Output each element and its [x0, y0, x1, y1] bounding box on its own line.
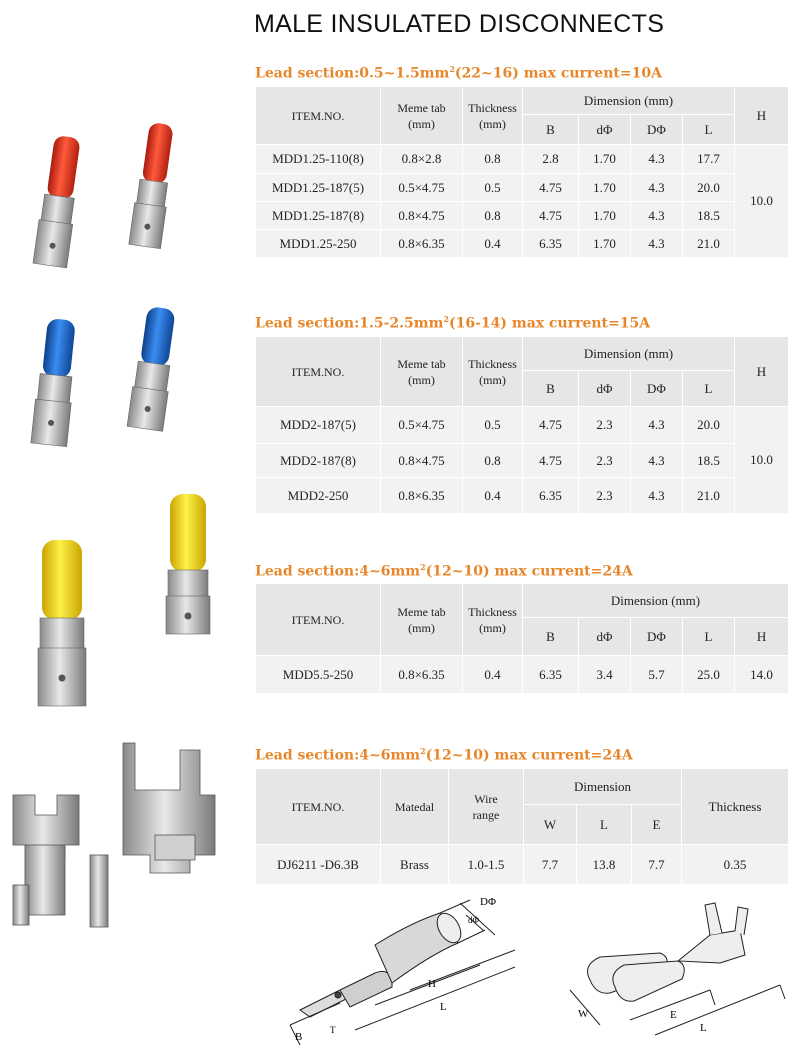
cell-d-outer: 5.7	[631, 656, 683, 694]
cell-item: DJ6211 -D6.3B	[256, 845, 381, 885]
header-item: ITEM.NO.	[256, 584, 381, 656]
cell-h: 10.0	[735, 145, 789, 258]
table-row	[256, 478, 789, 514]
heading-sup: 2	[443, 314, 449, 324]
header-wire-line: range	[472, 807, 500, 822]
cell-b: 6.35	[523, 230, 579, 258]
cell-l: 21.0	[683, 230, 735, 258]
heading-text: (12~10) max current=24A	[425, 747, 633, 764]
terminal-dimension-diagram	[280, 895, 520, 1050]
header-thickness	[463, 337, 523, 407]
cell-l: 25.0	[683, 656, 735, 694]
header-l: L	[683, 115, 735, 145]
cell-b: 4.75	[523, 407, 579, 444]
red-terminals-photo	[20, 110, 230, 270]
cell-d-inner: 2.3	[579, 478, 631, 514]
cell-d-outer: 4.3	[631, 202, 683, 230]
header-b: B	[523, 618, 579, 656]
cell-d-inner: 2.3	[579, 407, 631, 444]
heading-text: Lead section:4~6mm	[255, 747, 421, 764]
cell-thickness: 0.8	[463, 145, 523, 174]
table-row	[256, 407, 789, 444]
cell-thickness: 0.35	[682, 845, 789, 885]
cell-d-inner: 2.3	[579, 444, 631, 478]
cell-d-outer: 4.3	[631, 407, 683, 444]
table-row	[256, 145, 789, 174]
cell-e: 7.7	[632, 845, 682, 885]
cell-l: 18.5	[683, 444, 735, 478]
cell-b: 4.75	[523, 174, 579, 202]
cell-thickness: 0.5	[463, 407, 523, 444]
blue-terminals-photo	[20, 300, 230, 450]
section-3-heading	[255, 562, 633, 580]
cell-item: MDD5.5-250	[256, 656, 381, 694]
cell-l: 21.0	[683, 478, 735, 514]
cell-d-outer: 4.3	[631, 444, 683, 478]
label-d-outer: DΦ	[480, 896, 496, 908]
table-row	[256, 444, 789, 478]
cell-item: MDD1.25-110(8)	[256, 145, 381, 174]
cell-b: 4.75	[523, 444, 579, 478]
table-row	[256, 845, 789, 885]
label-d-inner: dΦ	[468, 915, 480, 925]
cell-d-inner: 1.70	[579, 174, 631, 202]
header-h: H	[735, 337, 789, 407]
table-row	[256, 202, 789, 230]
cell-h: 14.0	[735, 656, 789, 694]
label-h: H	[428, 978, 436, 990]
header-d-inner: dΦ	[579, 115, 631, 145]
label-b: B	[295, 1031, 303, 1043]
cell-l: 18.5	[683, 202, 735, 230]
section-1-table	[255, 86, 789, 258]
cell-l: 20.0	[683, 174, 735, 202]
header-b: B	[523, 115, 579, 145]
header-tab	[381, 337, 463, 407]
cell-l: 13.8	[577, 845, 632, 885]
heading-text: (22~16) max current=10A	[454, 65, 662, 82]
header-h: H	[735, 618, 789, 656]
heading-sup: 2	[420, 746, 426, 756]
header-wire-range	[449, 769, 524, 845]
header-d-inner: dΦ	[579, 618, 631, 656]
section-4-heading	[255, 746, 633, 764]
header-d-outer: DΦ	[631, 371, 683, 407]
header-thick-line: (mm)	[479, 620, 506, 635]
cell-thickness: 0.4	[463, 478, 523, 514]
cell-d-outer: 4.3	[631, 478, 683, 514]
cell-h: 10.0	[735, 407, 789, 514]
header-item: ITEM.NO.	[256, 87, 381, 145]
cell-item: MDD2-187(5)	[256, 407, 381, 444]
header-e: E	[632, 805, 682, 845]
header-w: W	[524, 805, 577, 845]
header-dimension: Dimension	[524, 769, 682, 805]
section-2-table	[255, 336, 789, 514]
header-wire-line: Wire	[474, 791, 498, 806]
cell-b: 2.8	[523, 145, 579, 174]
header-thick-line: Thickness	[468, 100, 517, 115]
section-2-heading	[255, 314, 650, 332]
cell-tab: 0.8×6.35	[381, 656, 463, 694]
cell-b: 6.35	[523, 656, 579, 694]
cell-b: 6.35	[523, 478, 579, 514]
header-d-inner: dΦ	[579, 371, 631, 407]
cell-thickness: 0.5	[463, 174, 523, 202]
header-item: ITEM.NO.	[256, 769, 381, 845]
header-dimension: Dimension (mm)	[523, 337, 735, 371]
yellow-terminals-photo	[20, 490, 230, 710]
header-thick-line: Thickness	[468, 604, 517, 619]
cell-material: Brass	[381, 845, 449, 885]
cell-thickness: 0.4	[463, 230, 523, 258]
header-thickness	[463, 87, 523, 145]
cell-d-inner: 3.4	[579, 656, 631, 694]
cell-tab: 0.8×2.8	[381, 145, 463, 174]
header-tab	[381, 87, 463, 145]
cell-tab: 0.8×4.75	[381, 444, 463, 478]
cell-w: 7.7	[524, 845, 577, 885]
header-tab	[381, 584, 463, 656]
heading-text: (12~10) max current=24A	[425, 563, 633, 580]
cell-tab: 0.8×6.35	[381, 478, 463, 514]
cell-l: 20.0	[683, 407, 735, 444]
header-tab-line: (mm)	[408, 116, 435, 131]
header-b: B	[523, 371, 579, 407]
header-item: ITEM.NO.	[256, 337, 381, 407]
section-3-table	[255, 583, 789, 694]
cell-thickness: 0.8	[463, 202, 523, 230]
cell-tab: 0.5×4.75	[381, 407, 463, 444]
table-row	[256, 230, 789, 258]
label-l2: L	[700, 1022, 707, 1034]
header-tab-line: (mm)	[408, 372, 435, 387]
label-w: W	[578, 1008, 589, 1020]
header-d-outer: DΦ	[631, 115, 683, 145]
cell-d-outer: 4.3	[631, 145, 683, 174]
header-dimension: Dimension (mm)	[523, 584, 789, 618]
header-tab-line: Meme tab	[397, 604, 446, 619]
label-l: L	[440, 1001, 447, 1013]
header-dimension: Dimension (mm)	[523, 87, 735, 115]
header-thick-line: (mm)	[479, 116, 506, 131]
cell-item: MDD1.25-187(5)	[256, 174, 381, 202]
cell-l: 17.7	[683, 145, 735, 174]
cell-thickness: 0.4	[463, 656, 523, 694]
heading-text: Lead section:4~6mm	[255, 563, 421, 580]
header-thickness	[463, 584, 523, 656]
cell-d-inner: 1.70	[579, 202, 631, 230]
header-l: L	[577, 805, 632, 845]
table-row	[256, 174, 789, 202]
heading-sup: 2	[449, 64, 455, 74]
cell-item: MDD1.25-187(8)	[256, 202, 381, 230]
cell-item: MDD2-187(8)	[256, 444, 381, 478]
cell-thickness: 0.8	[463, 444, 523, 478]
cell-item: MDD1.25-250	[256, 230, 381, 258]
heading-sup: 2	[420, 562, 426, 572]
cell-item: MDD2-250	[256, 478, 381, 514]
cell-wire-range: 1.0-1.5	[449, 845, 524, 885]
cell-d-inner: 1.70	[579, 230, 631, 258]
header-d-outer: DΦ	[631, 618, 683, 656]
header-l: L	[683, 371, 735, 407]
header-material: Matedal	[381, 769, 449, 845]
header-thickness: Thickness	[682, 769, 789, 845]
cell-d-inner: 1.70	[579, 145, 631, 174]
section-1-heading	[255, 64, 662, 82]
page-title: MALE INSULATED DISCONNECTS	[254, 10, 665, 38]
header-tab-line: (mm)	[408, 620, 435, 635]
header-tab-line: Meme tab	[397, 356, 446, 371]
header-thick-line: (mm)	[479, 372, 506, 387]
cell-d-outer: 4.3	[631, 230, 683, 258]
cell-tab: 0.8×4.75	[381, 202, 463, 230]
header-tab-line: Meme tab	[397, 100, 446, 115]
table-row	[256, 656, 789, 694]
header-l: L	[683, 618, 735, 656]
cell-b: 4.75	[523, 202, 579, 230]
heading-text: Lead section:1.5-2.5mm	[255, 315, 444, 332]
cell-tab: 0.8×6.35	[381, 230, 463, 258]
heading-text: (16-14) max current=15A	[449, 315, 651, 332]
header-h: H	[735, 87, 789, 145]
cell-tab: 0.5×4.75	[381, 174, 463, 202]
label-e: E	[670, 1009, 677, 1021]
cell-d-outer: 4.3	[631, 174, 683, 202]
heading-text: Lead section:0.5~1.5mm	[255, 65, 450, 82]
flag-terminal-diagram	[560, 895, 790, 1045]
section-4-table	[255, 768, 789, 885]
label-t: T	[330, 1025, 336, 1035]
header-thick-line: Thickness	[468, 356, 517, 371]
brass-terminals-photo	[5, 735, 245, 935]
